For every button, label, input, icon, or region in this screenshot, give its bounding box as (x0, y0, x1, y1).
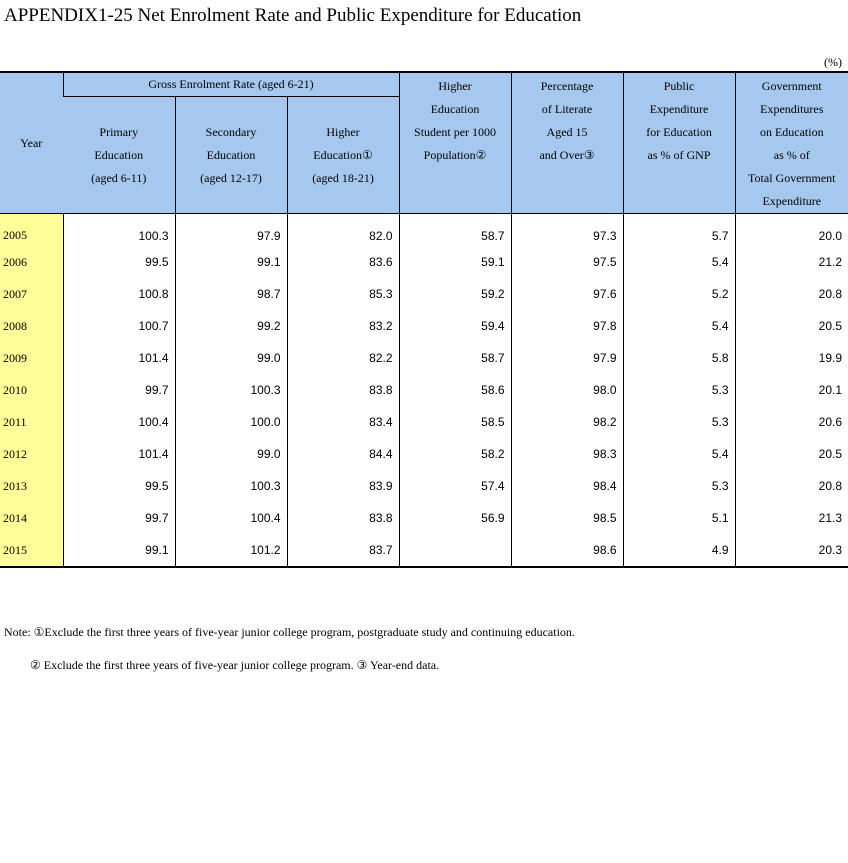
cell-gov: 20.0 (735, 214, 848, 247)
cell-primary: 99.7 (63, 502, 175, 534)
cell-higher: 85.3 (287, 278, 399, 310)
cell-gov: 20.5 (735, 310, 848, 342)
cell-students: 59.1 (399, 246, 511, 278)
cell-year: 2005 (0, 214, 63, 247)
cell-primary: 99.1 (63, 534, 175, 567)
table-row (0, 406, 848, 438)
cell-higher: 82.0 (287, 214, 399, 247)
cell-primary: 101.4 (63, 438, 175, 470)
cell-year: 2013 (0, 470, 63, 502)
header-higher: Higher Education① (aged 18-21) (287, 97, 399, 214)
cell-students (399, 534, 511, 567)
cell-students: 59.2 (399, 278, 511, 310)
table-row (0, 374, 848, 406)
header-literate: Percentage of Literate Aged 15 and Over③ (511, 72, 623, 214)
cell-year: 2008 (0, 310, 63, 342)
header-secondary: Secondary Education (aged 12-17) (175, 97, 287, 214)
cell-gov: 20.6 (735, 406, 848, 438)
cell-public: 5.3 (623, 470, 735, 502)
cell-public: 5.1 (623, 502, 735, 534)
notes (4, 616, 575, 682)
cell-students: 57.4 (399, 470, 511, 502)
cell-primary: 99.5 (63, 246, 175, 278)
header-public-expenditure: Public Expenditure for Education as % of GNP (623, 72, 735, 214)
cell-secondary: 98.7 (175, 278, 287, 310)
cell-public: 5.4 (623, 438, 735, 470)
cell-literate: 97.9 (511, 342, 623, 374)
cell-higher: 83.8 (287, 374, 399, 406)
cell-secondary: 100.3 (175, 470, 287, 502)
cell-secondary: 100.4 (175, 502, 287, 534)
cell-year: 2011 (0, 406, 63, 438)
header-higher-students: Higher Education Student per 1000 Population② (399, 72, 511, 214)
table-row (0, 214, 848, 247)
page-title: APPENDIX1-25 Net Enrolment Rate and Public Expenditure for Education (4, 5, 582, 26)
cell-literate: 97.5 (511, 246, 623, 278)
cell-primary: 101.4 (63, 342, 175, 374)
note-1: Note: ①Exclude the first three years of five-year junior college program, postgraduate study and continuing education. (4, 625, 575, 639)
header-gross-enrolment: Gross Enrolment Rate (aged 6-21) (63, 72, 399, 97)
cell-primary: 100.3 (63, 214, 175, 247)
cell-literate: 98.6 (511, 534, 623, 567)
cell-primary: 100.4 (63, 406, 175, 438)
cell-primary: 100.8 (63, 278, 175, 310)
cell-year: 2010 (0, 374, 63, 406)
table-row (0, 502, 848, 534)
cell-secondary: 99.1 (175, 246, 287, 278)
table-row (0, 310, 848, 342)
table-row (0, 246, 848, 278)
cell-year: 2015 (0, 534, 63, 567)
cell-students: 56.9 (399, 502, 511, 534)
cell-literate: 97.3 (511, 214, 623, 247)
cell-higher: 83.8 (287, 502, 399, 534)
cell-students: 58.7 (399, 342, 511, 374)
cell-year: 2006 (0, 246, 63, 278)
cell-secondary: 99.2 (175, 310, 287, 342)
header-primary: Primary Education (aged 6-11) (63, 97, 175, 214)
cell-public: 5.4 (623, 246, 735, 278)
cell-higher: 83.6 (287, 246, 399, 278)
table-body (0, 214, 848, 568)
cell-higher: 83.9 (287, 470, 399, 502)
cell-year: 2007 (0, 278, 63, 310)
cell-students: 58.2 (399, 438, 511, 470)
cell-public: 5.3 (623, 374, 735, 406)
cell-secondary: 99.0 (175, 342, 287, 374)
table-row (0, 470, 848, 502)
note-2: ② Exclude the first three years of five-year junior college program. ③ Year-end data. (30, 658, 440, 672)
table-row (0, 342, 848, 374)
cell-higher: 83.7 (287, 534, 399, 567)
cell-gov: 20.5 (735, 438, 848, 470)
cell-gov: 20.8 (735, 278, 848, 310)
cell-public: 5.2 (623, 278, 735, 310)
cell-literate: 98.0 (511, 374, 623, 406)
cell-public: 4.9 (623, 534, 735, 567)
cell-higher: 83.4 (287, 406, 399, 438)
cell-public: 5.7 (623, 214, 735, 247)
table-row (0, 534, 848, 567)
cell-primary: 99.7 (63, 374, 175, 406)
cell-secondary: 101.2 (175, 534, 287, 567)
cell-primary: 99.5 (63, 470, 175, 502)
cell-gov: 20.1 (735, 374, 848, 406)
cell-students: 59.4 (399, 310, 511, 342)
table-row (0, 438, 848, 470)
header-year: Year (0, 72, 63, 214)
header-government-expenditure: Government Expenditures on Education as % of Total Government Expenditure (735, 72, 848, 214)
cell-secondary: 100.3 (175, 374, 287, 406)
cell-higher: 84.4 (287, 438, 399, 470)
cell-gov: 21.2 (735, 246, 848, 278)
cell-year: 2009 (0, 342, 63, 374)
education-table (0, 71, 848, 568)
cell-year: 2014 (0, 502, 63, 534)
cell-gov: 20.3 (735, 534, 848, 567)
cell-primary: 100.7 (63, 310, 175, 342)
cell-gov: 19.9 (735, 342, 848, 374)
cell-secondary: 100.0 (175, 406, 287, 438)
cell-literate: 98.4 (511, 470, 623, 502)
cell-students: 58.7 (399, 214, 511, 247)
cell-higher: 82.2 (287, 342, 399, 374)
cell-literate: 98.3 (511, 438, 623, 470)
cell-literate: 97.6 (511, 278, 623, 310)
cell-year: 2012 (0, 438, 63, 470)
cell-higher: 83.2 (287, 310, 399, 342)
cell-secondary: 97.9 (175, 214, 287, 247)
cell-public: 5.8 (623, 342, 735, 374)
cell-literate: 98.5 (511, 502, 623, 534)
cell-public: 5.3 (623, 406, 735, 438)
cell-public: 5.4 (623, 310, 735, 342)
cell-gov: 21.3 (735, 502, 848, 534)
unit-label: (%) (824, 55, 842, 69)
cell-literate: 97.8 (511, 310, 623, 342)
cell-literate: 98.2 (511, 406, 623, 438)
cell-students: 58.6 (399, 374, 511, 406)
cell-gov: 20.8 (735, 470, 848, 502)
cell-students: 58.5 (399, 406, 511, 438)
table-row (0, 278, 848, 310)
cell-secondary: 99.0 (175, 438, 287, 470)
